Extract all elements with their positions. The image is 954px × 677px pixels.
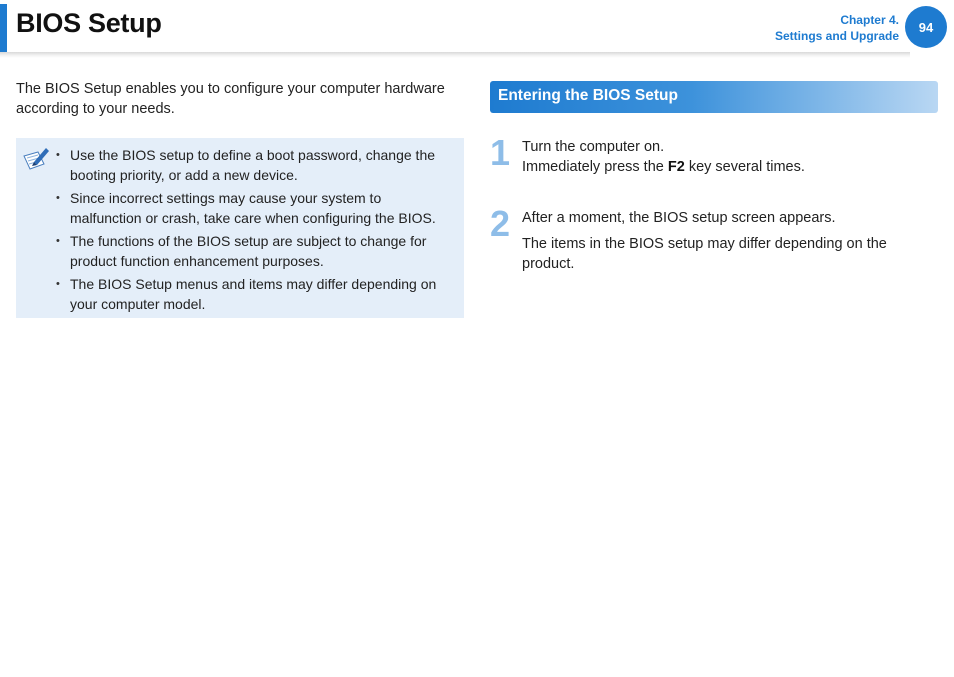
- header-divider: [0, 52, 910, 58]
- note-item: • The BIOS Setup menus and items may differ depending on your computer model.: [54, 274, 456, 314]
- page-number-badge: 94: [905, 6, 947, 48]
- note-item: • Use the BIOS setup to define a boot password, change the booting priority, or add a new device.: [54, 145, 456, 185]
- chapter-number: Chapter 4.: [840, 13, 899, 27]
- step-number: 2: [490, 203, 511, 244]
- note-box: [16, 138, 464, 318]
- step-number: 1: [490, 132, 511, 173]
- page-title: BIOS Setup: [16, 8, 162, 38]
- step-line: The items in the BIOS setup may differ depending on the product.: [522, 236, 887, 272]
- note-pencil-icon: [22, 146, 50, 172]
- intro-paragraph: The BIOS Setup enables you to configure your computer hardware according to your needs.: [16, 81, 445, 117]
- chapter-label: [775, 12, 899, 44]
- step-line: Turn the computer on.: [522, 139, 665, 155]
- title-accent-bar: [0, 4, 7, 52]
- key-name: F2: [667, 159, 685, 175]
- note-list: [54, 145, 456, 317]
- section-heading: Entering the BIOS Setup: [498, 87, 678, 104]
- section-heading-bar: [490, 81, 938, 113]
- step-line: Immediately press the F2 key several times.: [522, 159, 805, 175]
- note-item: • Since incorrect settings may cause your system to malfunction or crash, take care when configuring the BIOS.: [54, 188, 456, 228]
- step-2-text: [522, 208, 932, 274]
- note-item: • The functions of the BIOS setup are subject to change for product function enhancement purposes.: [54, 231, 456, 271]
- step-1-text: [522, 137, 932, 177]
- step-line: After a moment, the BIOS setup screen appears.: [522, 210, 836, 226]
- chapter-title: Settings and Upgrade: [774, 29, 899, 43]
